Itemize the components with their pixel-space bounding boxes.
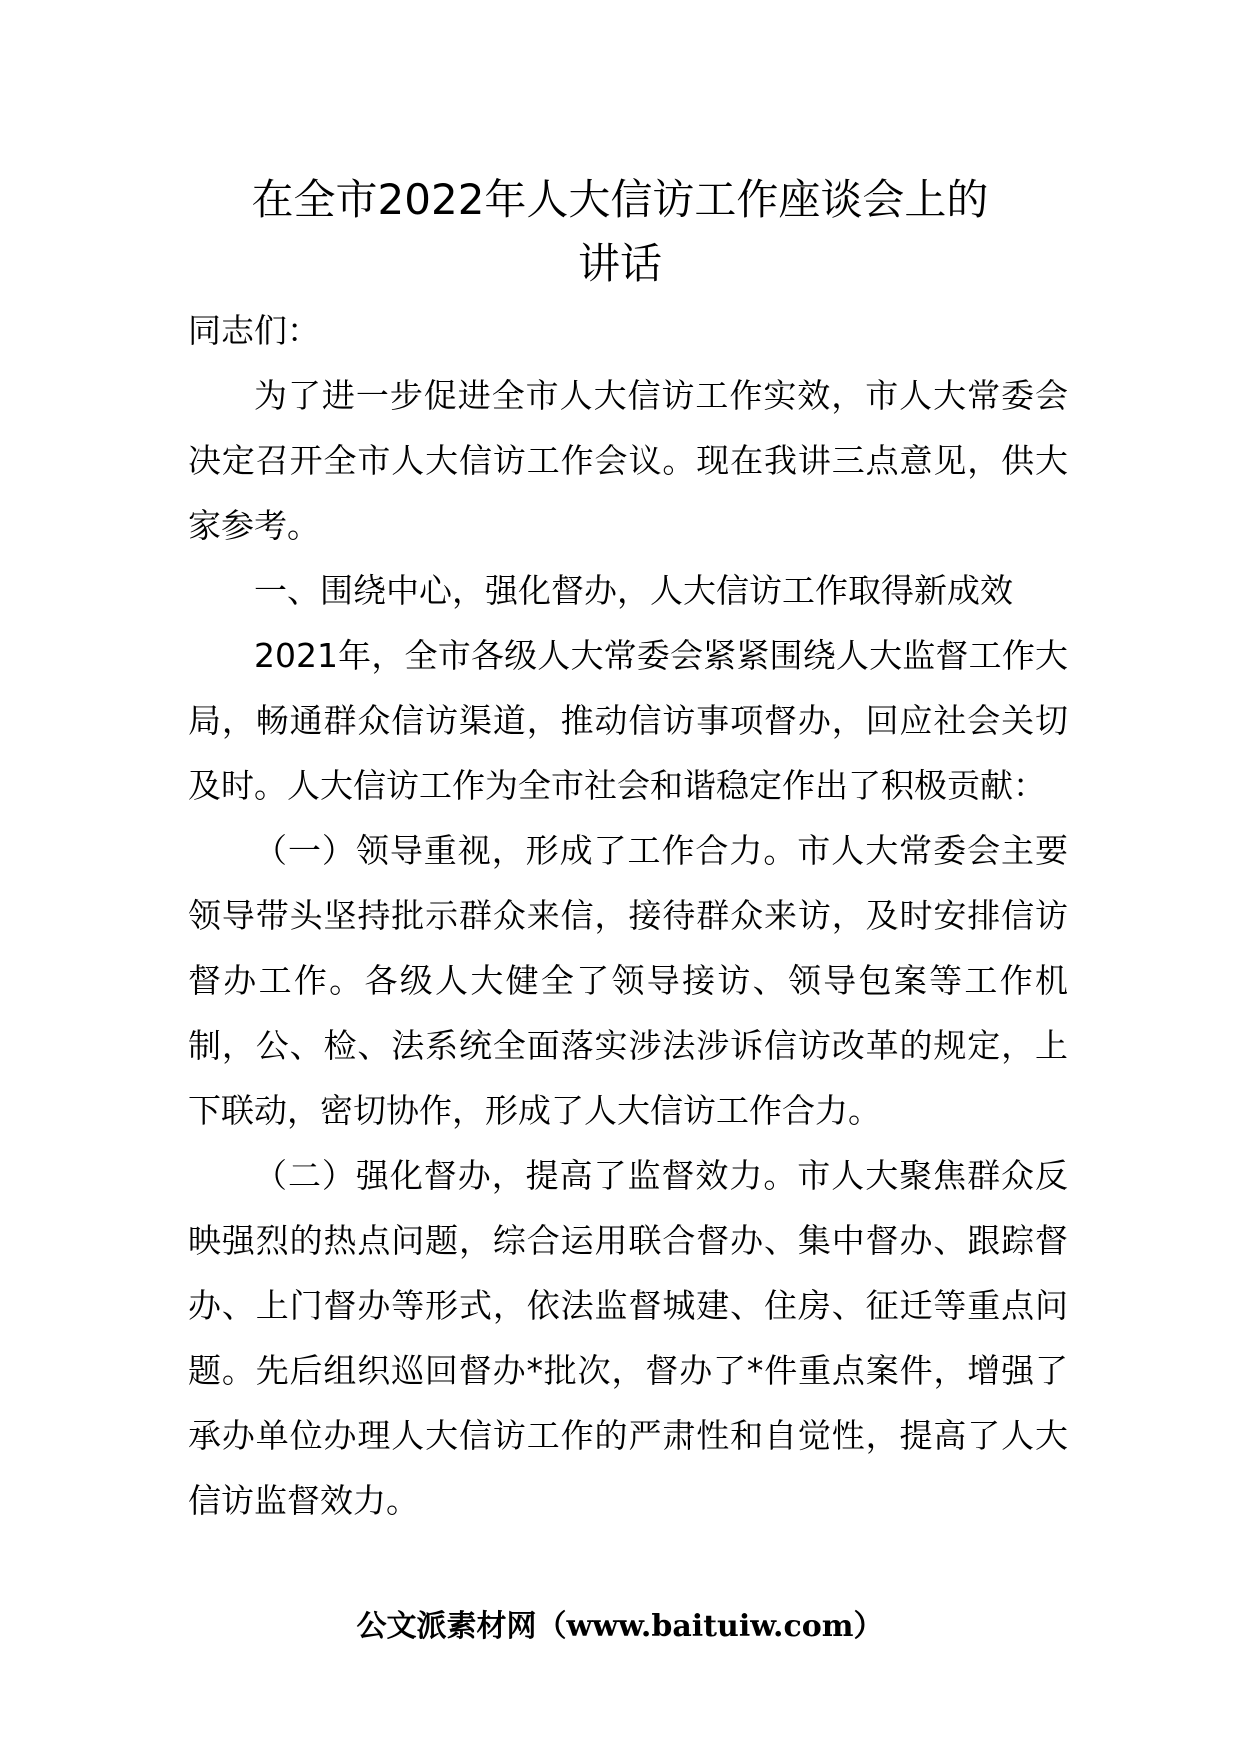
paragraph-intro: 为了进一步促进全市人大信访工作实效，市人大常委会决定召开全市人大信访工作会议。现在我讲三点意见，供大家参考。 bbox=[188, 376, 1068, 545]
section-heading-1: 一、围绕中心，强化督办，人大信访工作取得新成效 bbox=[254, 571, 1013, 610]
paragraph-item-1: （一）领导重视，形成了工作合力。市人大常委会主要领导带头坚持批示群众来信，接待群众来访，及时安排信访督办工作。各级人大健全了领导接访、领导包案等工作机制，公、检、法系统全面落实涉法涉诉信访改革的规定，上下联动，密切协作，形成了人大信访工作合力。 bbox=[188, 831, 1068, 1130]
document-title-line-2: 讲话 bbox=[577, 239, 662, 288]
source-footer: 公文派素材网（www.baituiw.com） bbox=[356, 1609, 884, 1644]
document-title-line-1: 在全市2022年人大信访工作座谈会上的 bbox=[251, 175, 989, 224]
paragraph-item-2: （二）强化督办，提高了监督效力。市人大聚焦群众反映强烈的热点问题，综合运用联合督办、集中督办、跟踪督办、上门督办等形式，依法监督城建、住房、征迁等重点问题。先后组织巡回督办*批次，督办了*件重点案件，增强了承办单位办理人大信访工作的严肃性和自觉性，提高了人大信访监督效力。 bbox=[188, 1156, 1068, 1520]
paragraph-2021-summary: 2021年，全市各级人大常委会紧紧围绕人大监督工作大局，畅通群众信访渠道，推动信访事项督办，回应社会关切及时。人大信访工作为全市社会和谐稳定作出了积极贡献： bbox=[188, 636, 1068, 805]
document-body bbox=[188, 298, 1068, 1533]
salutation: 同志们： bbox=[188, 311, 320, 350]
